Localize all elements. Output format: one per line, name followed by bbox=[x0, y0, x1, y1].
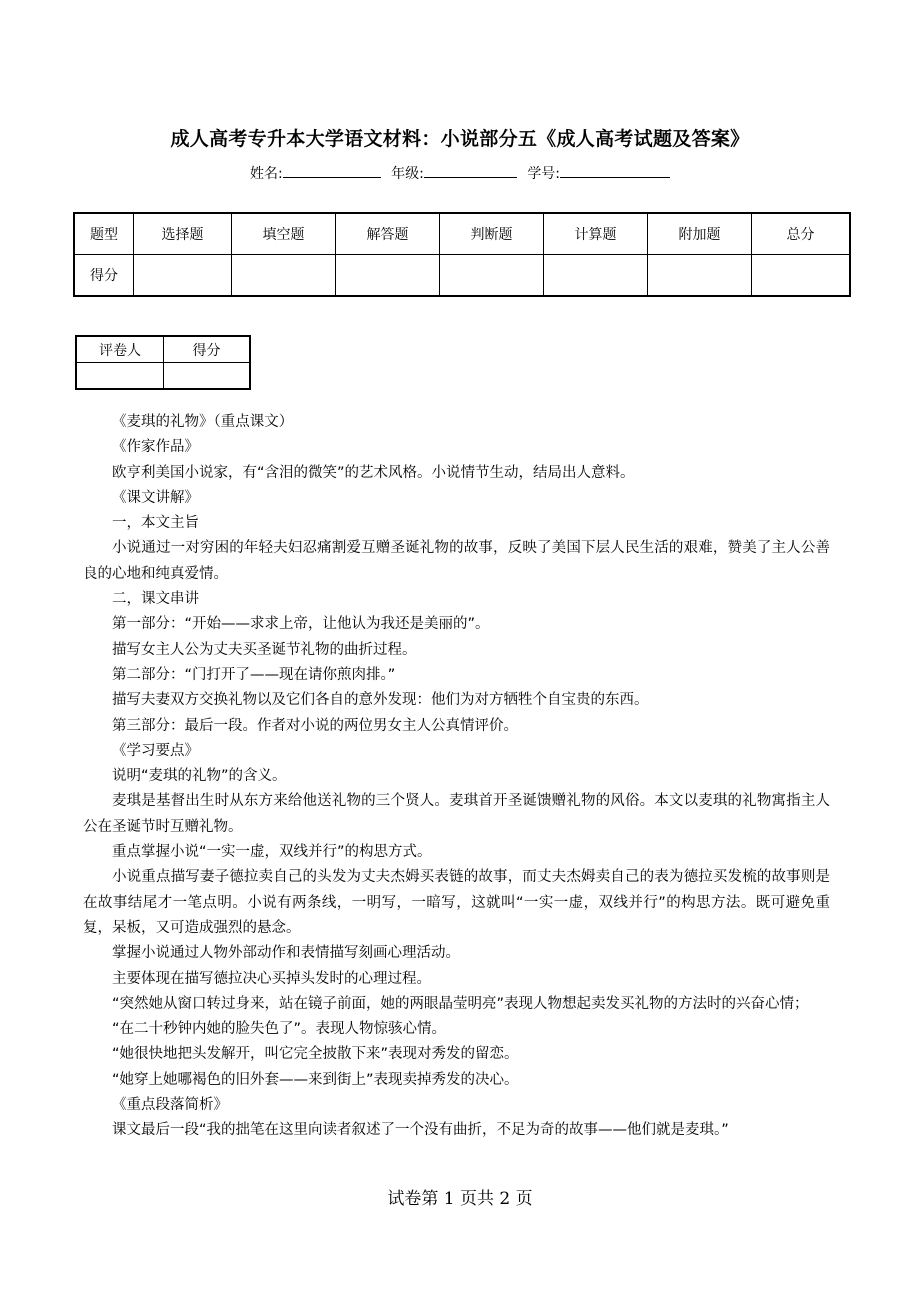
score-header-cell: 计算题 bbox=[544, 213, 648, 255]
grader-table bbox=[75, 335, 251, 390]
score-row-label: 得分 bbox=[74, 255, 134, 297]
score-header-cell: 判断题 bbox=[440, 213, 544, 255]
paragraph: 麦琪是基督出生时从东方来给他送礼物的三个贤人。麦琪首开圣诞馈赠礼物的风俗。本文以麦琪的礼物寓指主人公在圣诞节时互赠礼物。 bbox=[83, 793, 830, 835]
paragraph: 《麦琪的礼物》（重点课文） bbox=[112, 414, 294, 430]
paragraph: 二，课文串讲 bbox=[112, 591, 199, 608]
student-id-label: 学号: bbox=[527, 166, 561, 182]
paragraph: 掌握小说通过人物外部动作和表情描写刻画心理活动。 bbox=[112, 945, 460, 962]
score-header-cell: 总分 bbox=[752, 213, 851, 255]
grader-table-header-row bbox=[76, 336, 250, 363]
grader-header-cell: 得分 bbox=[164, 336, 251, 363]
paragraph: 第三部分：最后一段。作者对小说的两位男女主人公真情评价。 bbox=[112, 717, 518, 734]
paragraph: “在二十秒钟内她的脸失色了”。表现人物惊骇心情。 bbox=[112, 1021, 447, 1038]
paragraph: 《学习要点》 bbox=[112, 742, 199, 759]
score-table-header-row bbox=[74, 213, 850, 255]
student-id-blank bbox=[560, 163, 670, 178]
paragraph: “突然她从窗口转过身来，站在镜子前面，她的两眼晶莹明亮”表现人物想起卖发买礼物的方法时的兴奋心情； bbox=[112, 995, 809, 1012]
score-cell bbox=[544, 255, 648, 297]
score-cell bbox=[752, 255, 851, 297]
score-header-cell: 选择题 bbox=[134, 213, 232, 255]
paragraph: “她很快地把头发解开，叫它完全披散下来”表现对秀发的留恋。 bbox=[112, 1046, 519, 1063]
paragraph: 说明“麦琪的礼物”的含义。 bbox=[112, 768, 287, 785]
score-cell bbox=[440, 255, 544, 297]
paragraph: 描写女主人公为丈夫买圣诞节礼物的曲折过程。 bbox=[112, 641, 417, 658]
grader-cell bbox=[76, 363, 164, 390]
score-header-cell: 填空题 bbox=[232, 213, 336, 255]
score-header-cell: 解答题 bbox=[336, 213, 440, 255]
paragraph: 重点掌握小说“一实一虚，双线并行”的构思方式。 bbox=[112, 844, 432, 861]
name-blank bbox=[283, 163, 381, 178]
grader-cell bbox=[164, 363, 251, 390]
paragraph: 课文最后一段“我的拙笔在这里向读者叙述了一个没有曲折，不足为奇的故事——他们就是麦琪。” bbox=[112, 1122, 729, 1139]
score-cell bbox=[648, 255, 752, 297]
paragraph: 欧亨利美国小说家，有“含泪的微笑”的艺术风格。小说情节生动，结局出人意料。 bbox=[112, 464, 635, 481]
grader-header-cell: 评卷人 bbox=[76, 336, 164, 363]
grader-table-blank-row bbox=[76, 363, 250, 390]
document-body bbox=[83, 410, 830, 1144]
grade-label: 年级: bbox=[391, 166, 424, 182]
score-header-cell: 附加题 bbox=[648, 213, 752, 255]
score-cell bbox=[232, 255, 336, 297]
page-title: 成人高考专升本大学语文材料：小说部分五《成人高考试题及答案》 bbox=[170, 128, 750, 150]
name-label: 姓名: bbox=[249, 166, 283, 182]
paragraph: 第一部分：“开始——求求上帝，让他认为我还是美丽的”。 bbox=[112, 616, 490, 633]
paragraph: 《课文讲解》 bbox=[112, 489, 199, 506]
score-cell bbox=[336, 255, 440, 297]
student-info-line bbox=[0, 163, 920, 183]
page-footer: 试卷第 1 页共 2 页 bbox=[387, 1189, 533, 1209]
paragraph: 一，本文主旨 bbox=[112, 515, 199, 532]
paragraph: 第二部分：“门打开了——现在请你煎肉排。” bbox=[112, 666, 396, 683]
paragraph: 小说通过一对穷困的年轻夫妇忍痛割爱互赠圣诞礼物的故事，反映了美国下层人民生活的艰难，赞美了主人公善良的心地和纯真爱情。 bbox=[83, 540, 830, 582]
paragraph: 小说重点描写妻子德拉卖自己的头发为丈夫杰姆买表链的故事，而丈夫杰姆卖自己的表为德拉买发梳的故事则是在故事结尾才一笔点明。小说有两条线，一明写，一暗写，这就叫“一实一虚，双线并行”的构思方法。既可避免重复，呆板，又可造成强烈的悬念。 bbox=[83, 869, 830, 936]
score-table-score-row bbox=[74, 255, 850, 297]
score-table bbox=[73, 212, 851, 297]
paragraph: 《作家作品》 bbox=[112, 439, 199, 456]
paragraph: 主要体现在描写德拉决心买掉头发时的心理过程。 bbox=[112, 970, 431, 987]
paragraph: “她穿上她哪褐色的旧外套——来到街上”表现卖掉秀发的决心。 bbox=[112, 1071, 519, 1088]
score-header-cell: 题型 bbox=[74, 213, 134, 255]
grade-blank bbox=[424, 163, 517, 178]
score-cell bbox=[134, 255, 232, 297]
paragraph: 《重点段落简析》 bbox=[112, 1097, 228, 1114]
paragraph: 描写夫妻双方交换礼物以及它们各自的意外发现：他们为对方牺牲个自宝贵的东西。 bbox=[112, 692, 649, 709]
